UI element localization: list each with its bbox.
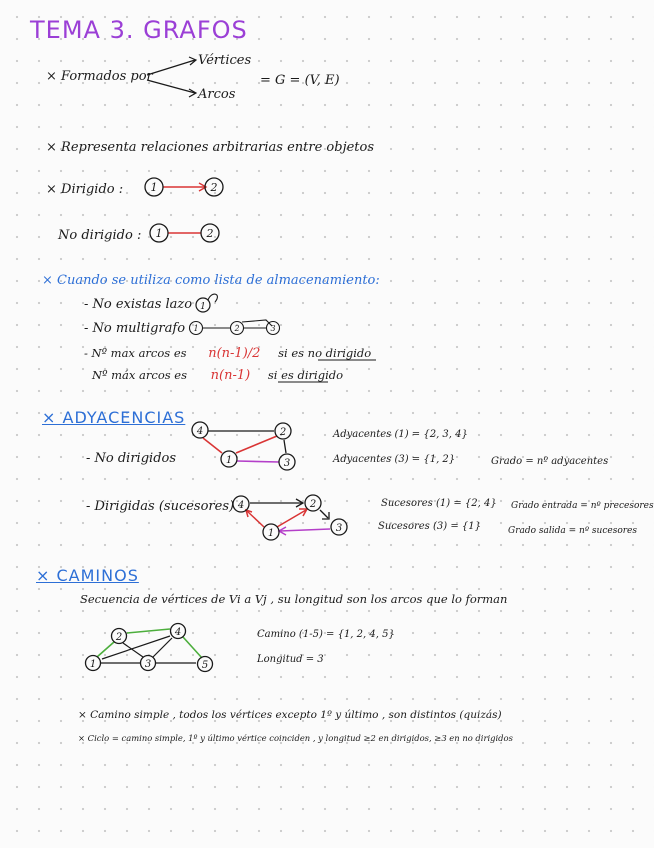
lazo-node-label: 1 bbox=[200, 302, 206, 312]
dirigidas-label: - Dirigidas (sucesores) bbox=[86, 499, 235, 514]
dg-node-1: 1 bbox=[267, 528, 275, 539]
grado-salida: Grado salida = nº sucesores bbox=[508, 526, 637, 536]
vertices-label: Vértices bbox=[198, 53, 252, 68]
node-1-label: 1 bbox=[150, 181, 158, 194]
caminos-definicion: Secuencia de vértices de Vi a Vj , su longitud son los arcos que lo forman bbox=[80, 592, 508, 606]
mg-node-2: 2 bbox=[234, 324, 240, 333]
max-arcos-condition-2: si es dirigido bbox=[267, 368, 344, 382]
camino-simple: × Camino simple , todos los vértices excepto 1º y último , son distintos (quizás) bbox=[78, 709, 502, 721]
adyacencias-heading: × ADYACENCIAS bbox=[42, 408, 186, 427]
max-arcos-formula-2: n(n-1) bbox=[210, 368, 251, 383]
caminos-heading: × CAMINOS bbox=[36, 566, 139, 585]
node-2-label: 2 bbox=[206, 227, 214, 240]
dg-node-2: 2 bbox=[309, 499, 317, 510]
max-arcos-text: - Nº max arcos es bbox=[84, 346, 187, 360]
cg-node-5: 5 bbox=[201, 660, 209, 671]
max-arcos-text-2: Nº máx arcos es bbox=[92, 368, 188, 382]
node-2-label: 2 bbox=[210, 181, 218, 194]
dg-node-3: 3 bbox=[335, 523, 343, 534]
camino-1-5: Camino (1-5) = {1, 2, 4, 5} bbox=[257, 629, 395, 640]
no-dirigidos-label: - No dirigidos bbox=[86, 451, 177, 466]
item-no-multigrafo: - No multigrafo bbox=[84, 321, 186, 336]
max-arcos-formula: n(n-1)/2 bbox=[208, 346, 261, 361]
grado-def: Grado = nº adyacentes bbox=[491, 456, 609, 467]
formula: = G = (V, E) bbox=[260, 73, 340, 88]
arcos-label: Arcos bbox=[198, 87, 236, 102]
formados-text: × Formados por bbox=[46, 69, 153, 84]
dirigido-label: × Dirigido : bbox=[46, 182, 124, 197]
max-arcos-condition: si es no dirigido bbox=[278, 346, 372, 360]
cg-node-2: 2 bbox=[115, 632, 123, 643]
mg-node-1: 1 bbox=[193, 324, 199, 333]
ug-node-4: 4 bbox=[196, 426, 204, 437]
adyacentes-1: Adyacentes (1) = {2, 3, 4} bbox=[333, 429, 468, 440]
ug-node-3: 3 bbox=[283, 458, 291, 469]
no-dirigido-label: No dirigido : bbox=[58, 228, 142, 243]
ug-node-1: 1 bbox=[225, 455, 233, 466]
ciclo-def: × Ciclo = camino simple, 1º y último vértice coinciden , y longitud ≥2 en dirigidos, ≥3 en no dirigidos bbox=[78, 733, 513, 743]
ug-node-2: 2 bbox=[279, 427, 287, 438]
sucesores-1: Sucesores (1) = {2, 4} bbox=[381, 498, 497, 509]
node-1-label: 1 bbox=[155, 227, 163, 240]
cg-node-3: 3 bbox=[144, 659, 152, 670]
item-no-lazo: - No existas lazo bbox=[84, 297, 193, 312]
sucesores-3: Sucesores (3) = {1} bbox=[378, 521, 481, 532]
representa-text: × Representa relaciones arbitrarias entre objetos bbox=[46, 140, 375, 155]
longitud: Longitud = 3 bbox=[257, 654, 324, 665]
mg-node-3: 3 bbox=[270, 324, 276, 333]
adyacentes-3: Adyacentes (3) = {1, 2} bbox=[333, 454, 456, 465]
cg-node-4: 4 bbox=[174, 627, 182, 638]
grado-entrada: Grado entrada = nº precesores bbox=[511, 501, 654, 511]
dg-node-4: 4 bbox=[237, 500, 245, 511]
page-title: TEMA 3. GRAFOS bbox=[30, 16, 248, 44]
cg-node-1: 1 bbox=[89, 659, 97, 670]
almacenamiento-heading: × Cuando se utiliza como lista de almacenamiento: bbox=[42, 273, 380, 288]
